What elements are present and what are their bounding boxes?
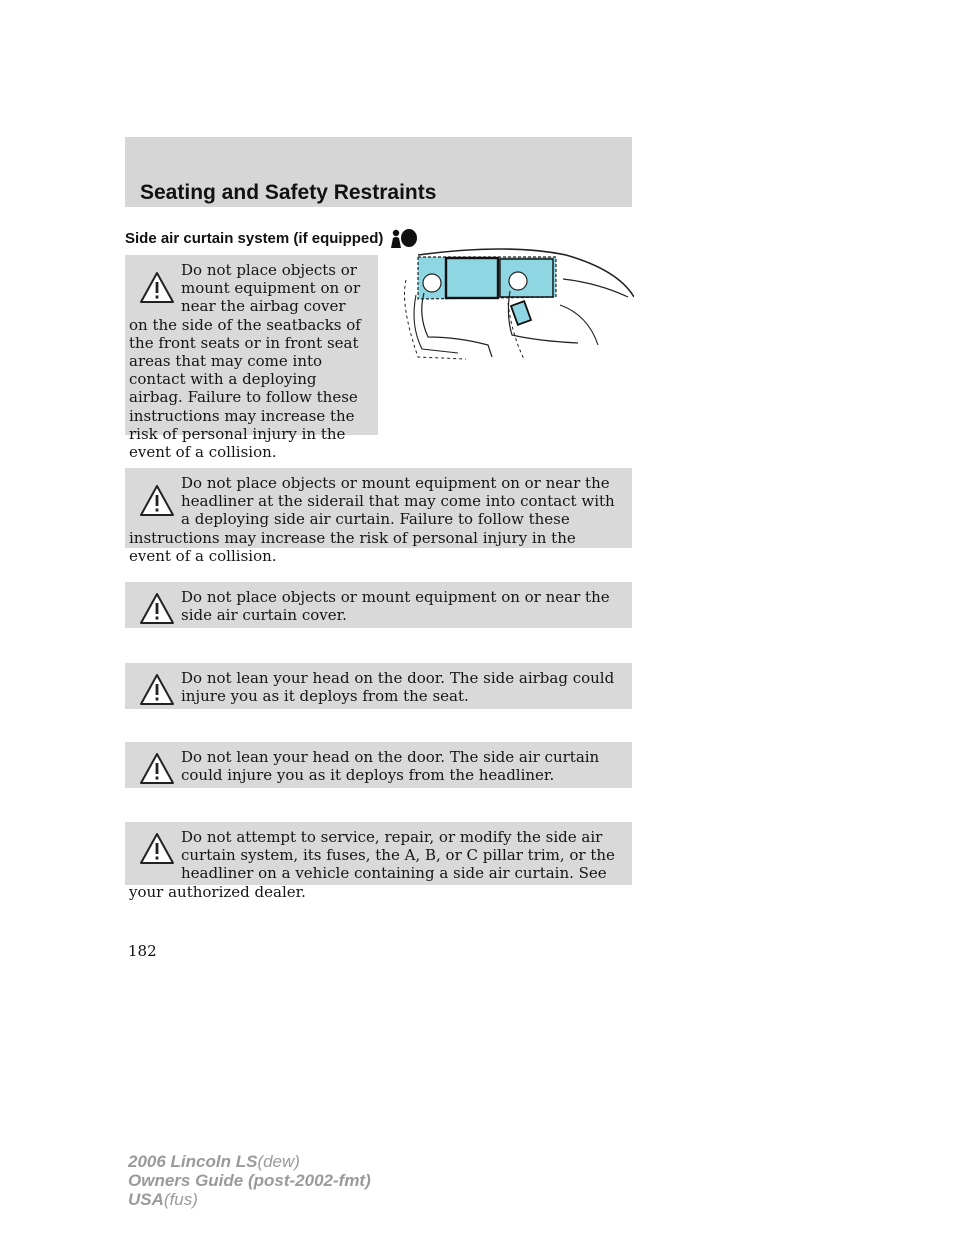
warning-box	[125, 468, 632, 565]
footer-market-code: (fus)	[163, 1190, 198, 1209]
warning-text: Do not place objects or mount equipment on or near the side air curtain cover.	[181, 588, 610, 625]
warning-triangle-icon	[139, 832, 175, 866]
document-footer	[128, 1152, 371, 1209]
warning-text: Do not lean your head on the door. The side airbag could injure you as it deploys from the seat.	[181, 669, 615, 706]
warning-box	[125, 255, 378, 462]
warning-triangle-icon	[139, 484, 175, 518]
section-heading-text: Side air curtain system (if equipped)	[125, 229, 384, 247]
warning-box	[125, 822, 632, 901]
warning-box	[125, 742, 632, 788]
footer-guide: Owners Guide (post-2002-fmt)	[128, 1171, 371, 1190]
page-header-title: Seating and Safety Restraints	[140, 181, 437, 204]
warning-box	[125, 663, 632, 709]
footer-model-code: (dew)	[257, 1152, 300, 1171]
warning-triangle-icon	[139, 752, 175, 786]
section-heading	[125, 227, 419, 249]
page-number: 182	[128, 942, 157, 960]
warning-triangle-icon	[139, 673, 175, 707]
side-air-curtain-figure	[388, 245, 634, 365]
footer-model: 2006 Lincoln LS	[128, 1152, 258, 1171]
warning-text: Do not attempt to service, repair, or modify the side air curtain system, its fuses, the A, B, or C pillar trim, or the headliner on a vehicle containing a side air curtain. See your authorized dealer.	[129, 828, 615, 901]
warning-box	[125, 582, 632, 628]
warning-text: Do not lean your head on the door. The side air curtain could injure you as it deploys from the headliner.	[181, 748, 600, 785]
warning-triangle-icon	[139, 271, 175, 305]
warning-triangle-icon	[139, 592, 175, 626]
warning-text: Do not place objects or mount equipment on or near the headliner at the siderail that may come into contact with a deploying side air curtain. Failure to follow these instructions may increase the risk of personal injury in the event of a collision.	[129, 474, 615, 565]
footer-market: USA	[128, 1190, 164, 1209]
warning-text: Do not place objects or mount equipment on or near the airbag cover on the side of the seatbacks of the front seats or in front seat areas that may come into contact with a deploying airbag. Failure to follow these instructions may increase the risk of personal injury in the event of a collision.	[129, 261, 361, 462]
